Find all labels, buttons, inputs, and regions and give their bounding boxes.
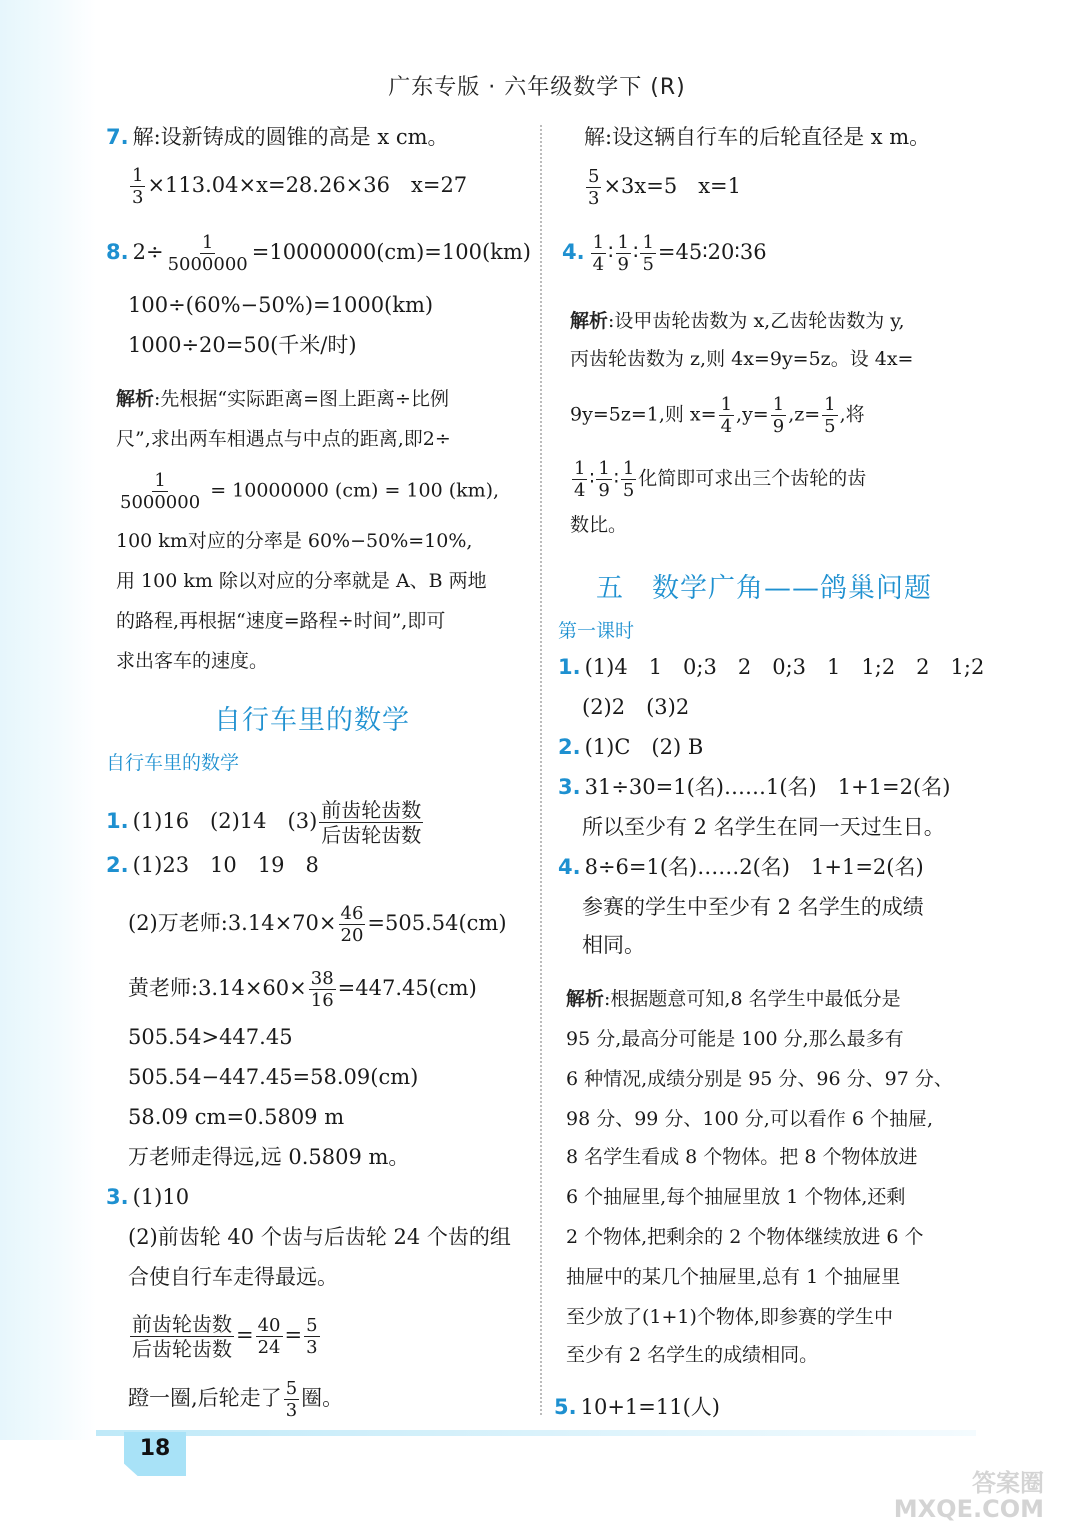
b2-line-4: 505.54>447.45 <box>128 1025 293 1049</box>
section-title-pigeonhole: 五 数学广角——鸽巢问题 <box>596 573 932 604</box>
b2-line-5: 505.54−447.45=58.09(cm) <box>128 1065 419 1089</box>
page-header: 广东专版 · 六年级数学下 (R) <box>388 75 686 100</box>
fraction-one-third: $\frac{1}{3}$ <box>132 165 144 208</box>
c4-analysis-8: 抽屉中的某几个抽屉里,总有 1 个抽屉里 <box>566 1266 901 1288</box>
c3-line-2: 所以至少有 2 名学生在同一天过生日。 <box>582 815 945 839</box>
b3-line-2: (2)前齿轮 40 个齿与后齿轮 24 个齿的组 <box>128 1225 511 1249</box>
subsection-title-bicycle: 自行车里的数学 <box>106 752 240 774</box>
q8-number: 8. <box>106 240 129 264</box>
q4-analysis-5: 数比。 <box>570 514 628 536</box>
c4-analysis-10: 至少有 2 名学生的成绩相同。 <box>566 1344 819 1366</box>
c4-analysis-2: 95 分,最高分可能是 100 分,那么最多有 <box>566 1028 904 1050</box>
b1-line: 1. (1)16 (2)14 (3) $\frac{\text{前齿轮齿数}}{\text{后齿轮齿数}}$ <box>106 798 422 847</box>
q8-line-2: 100÷(60%−50%)=1000(km) <box>128 293 434 317</box>
c4-analysis-6: 6 个抽屉里,每个抽屉里放 1 个物体,还剩 <box>566 1186 906 1208</box>
q8-line-3: 1000÷20=50(千米/时) <box>128 333 357 357</box>
section-title-bicycle: 自行车里的数学 <box>214 705 410 736</box>
c3-line-1: 3. 31÷30=1(名)……1(名) 1+1=2(名) <box>558 775 951 799</box>
q8-analysis-5: 用 100 km 除以对应的分率就是 A、B 两地 <box>116 570 487 592</box>
b2-line-7: 万老师走得远,远 0.5809 m。 <box>128 1145 410 1169</box>
c4-analysis-9: 至少放了(1+1)个物体,即参赛的学生中 <box>566 1306 893 1328</box>
c4-line-3: 相同。 <box>582 933 645 957</box>
c2-line: 2. (1)C (2) B <box>558 735 704 759</box>
subsection-title-lesson1: 第一课时 <box>558 620 635 642</box>
c4-analysis-1: 解析:根据题意可知,8 名学生中最低分是 <box>566 988 901 1010</box>
b3-line-3: 合使自行车走得最远。 <box>128 1265 338 1289</box>
b3-line-1: 3. (1)10 <box>106 1185 190 1209</box>
r-line-1: 解:设这辆自行车的后轮直径是 x m。 <box>584 125 931 149</box>
c1-line-1: 1. (1)4 1 0;3 2 0;3 1 1;2 2 1;2 <box>558 655 985 679</box>
page-number: 18 <box>139 1436 171 1461</box>
c4-analysis-7: 2 个物体,把剩余的 2 个物体继续放进 6 个 <box>566 1226 924 1248</box>
q8-analysis-3: $\frac{1}{5000000}$ = 10000000 (cm) = 100 (km), <box>120 470 500 513</box>
c4-analysis-4: 98 分、99 分、100 分,可以看作 6 个抽屉, <box>566 1108 933 1130</box>
c4-analysis-5: 8 名学生看成 8 个物体。把 8 个物体放进 <box>566 1146 918 1168</box>
b2-line-2: (2)万老师:3.14×70× $\frac{46}{20}$ =505.54(cm) <box>128 903 507 946</box>
q7-line-1: 7. 解:设新铸成的圆锥的高是 x cm。 <box>106 125 449 149</box>
column-divider <box>540 125 542 1415</box>
q8-analysis-7: 求出客车的速度。 <box>116 650 269 672</box>
r-line-2: $\frac{5}{3}$ ×3x=5 x=1 <box>588 166 742 209</box>
b3-line-4: $\frac{\text{前齿轮齿数}}{\text{后齿轮齿数}}$ = $\frac{40}{24}$ = $\frac{5}{3}$ <box>132 1312 318 1361</box>
c4-analysis-3: 6 种情况,成绩分别是 95 分、96 分、97 分、 <box>566 1068 953 1090</box>
q7-number: 7. <box>106 125 129 149</box>
q8-analysis-1: 解析:先根据“实际距离=图上距离÷比例 <box>116 388 449 410</box>
fraction-scale: $\frac{1}{5000000}$ <box>167 232 248 275</box>
q4-analysis-1: 解析:设甲齿轮齿数为 x,乙齿轮齿数为 y, <box>570 310 905 332</box>
q4-analysis-4: $\frac{1}{4}$ ∶ $\frac{1}{9}$ ∶ $\frac{1}{5}$ 化简即可求出三个齿轮的齿 <box>574 458 867 501</box>
left-margin-band <box>0 0 96 1440</box>
c4-line-2: 参赛的学生中至少有 2 名学生的成绩 <box>582 895 924 919</box>
fraction-gear-ratio: $\frac{\text{前齿轮齿数}}{\text{后齿轮齿数}}$ <box>321 798 422 847</box>
b2-line-3: 黄老师:3.14×60× $\frac{38}{16}$ =447.45(cm) <box>128 968 477 1011</box>
q4-analysis-2: 丙齿轮齿数为 z,则 4x=9y=5z。设 4x= <box>570 348 914 370</box>
b3-line-5: 蹬一圈,后轮走了 $\frac{5}{3}$ 圈。 <box>128 1378 344 1421</box>
q8-analysis-4: 100 km对应的分率是 60%−50%=10%, <box>116 530 473 552</box>
q8-line-1: 8. 2÷ $\frac{1}{5000000}$ =10000000(cm)=100(km) <box>106 232 531 275</box>
c4-line-1: 4. 8÷6=1(名)……2(名) 1+1=2(名) <box>558 855 924 879</box>
q7-line-2: $\frac{1}{3}$ ×113.04×x=28.26×36 x=27 <box>132 165 468 208</box>
watermark: 答案圈 MXQE.COM <box>893 1469 1044 1523</box>
b2-line-6: 58.09 cm=0.5809 m <box>128 1105 345 1129</box>
q4-analysis-3: 9y=5z=1,则 x= $\frac{1}{4}$ ,y= $\frac{1}{9}$ ,z= $\frac{1}{5}$ ,将 <box>570 394 865 437</box>
c5-line: 5. 10+1=11(人) <box>554 1395 720 1419</box>
q8-analysis-2: 尺”,求出两车相遇点与中点的距离,即2÷ <box>116 428 451 450</box>
q8-analysis-6: 的路程,再根据“速度=路程÷时间”,即可 <box>116 610 446 632</box>
c1-line-2: (2)2 (3)2 <box>582 695 690 719</box>
footer-rule <box>96 1430 976 1436</box>
q4-line: 4. $\frac{1}{4}$ ∶ $\frac{1}{9}$ ∶ $\frac{1}{5}$ =45∶20∶36 <box>562 232 767 275</box>
b2-line-1: 2. (1)23 10 19 8 <box>106 853 319 877</box>
